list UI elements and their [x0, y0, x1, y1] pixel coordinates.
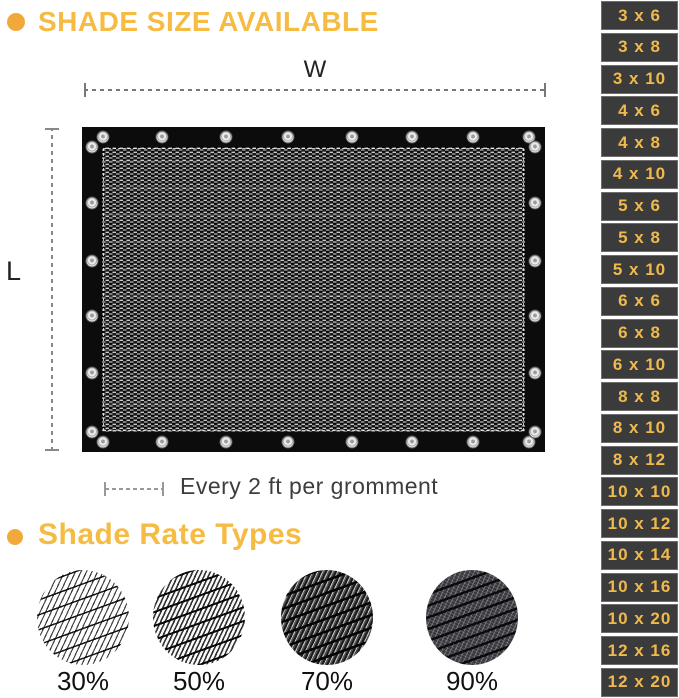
grommet-icon: [86, 197, 99, 210]
size-option: [601, 414, 678, 443]
size-option-label: 4 x 8: [618, 132, 661, 152]
size-option-label: 3 x 8: [618, 37, 661, 57]
size-option-label: 3 x 10: [612, 69, 667, 88]
grommet-icon: [282, 131, 295, 144]
size-option: [601, 477, 678, 506]
grommet-icon: [345, 436, 358, 449]
size-option-label: 10 x 12: [607, 513, 672, 533]
grommet-icon: [86, 141, 99, 154]
grommet-icon: [86, 310, 99, 323]
grommet-icon: [406, 131, 419, 144]
grommet-icon: [529, 367, 542, 380]
length-tick-top: [45, 128, 59, 130]
size-option: [601, 573, 678, 602]
shade-size-title: SHADE SIZE AVAILABLE: [38, 6, 379, 37]
size-option-label: 8 x 12: [612, 450, 667, 469]
size-option: [601, 350, 678, 379]
size-option-label: 4 x 10: [612, 164, 667, 184]
width-dimension-line: [84, 89, 546, 91]
size-option: [601, 96, 678, 125]
size-option-label: 5 x 10: [612, 259, 667, 279]
grommet-icon: [466, 131, 479, 144]
grommet-icon: [529, 254, 542, 267]
shade-rate-swatch-70: [281, 570, 373, 665]
size-option-label: 3 x 6: [618, 5, 661, 25]
size-option-label: 6 x 8: [618, 323, 661, 342]
grommet-icon: [219, 131, 232, 144]
grommet-icon: [86, 254, 99, 267]
grommet-icon: [219, 436, 232, 449]
shade-rate-label: 90%: [445, 666, 499, 696]
grommet-icon: [282, 436, 295, 449]
shade-net-diagram: [82, 127, 545, 452]
bracket-tick-left: [104, 482, 106, 496]
length-label: L: [6, 256, 22, 286]
shade-rate-swatch-90: [426, 570, 518, 665]
grommet-icon: [96, 436, 109, 449]
size-option: [601, 65, 678, 94]
shade-rate-title: Shade Rate Types: [38, 518, 303, 551]
width-label: W: [303, 56, 327, 83]
size-option: [601, 192, 678, 221]
size-option-label: 8 x 10: [612, 418, 667, 438]
size-option: [601, 1, 678, 30]
shade-rate-swatch-50: [153, 570, 245, 665]
size-option: [601, 636, 678, 665]
grommet-spacing-bracket: [105, 488, 163, 490]
size-option-label: 10 x 20: [607, 608, 672, 628]
size-option: [601, 223, 678, 252]
size-option: [601, 128, 678, 157]
grommet-icon: [529, 197, 542, 210]
bracket-tick-right: [162, 482, 164, 496]
size-option: [601, 668, 678, 697]
grommet-icon: [156, 436, 169, 449]
size-option: [601, 541, 678, 570]
size-option-label: 12 x 20: [607, 672, 672, 692]
shade-rate-swatch-30: [37, 570, 129, 665]
grommet-icon: [529, 141, 542, 154]
size-option-label: 6 x 6: [618, 291, 661, 311]
grommet-icon: [86, 425, 99, 438]
size-option-label: 5 x 6: [618, 196, 661, 215]
length-tick-bottom: [45, 449, 59, 451]
grommet-icon: [406, 436, 419, 449]
size-option: [601, 382, 678, 411]
grommet-icon: [86, 367, 99, 380]
size-option: [601, 33, 678, 62]
bullet-icon: [7, 13, 25, 31]
size-option-label: 10 x 14: [607, 545, 672, 565]
size-option: [601, 319, 678, 348]
grommet-icon: [156, 131, 169, 144]
size-option-label: 8 x 8: [618, 386, 661, 406]
shade-rate-label: 30%: [56, 666, 110, 696]
grommet-icon: [96, 131, 109, 144]
size-option: [601, 604, 678, 633]
grommet-icon: [529, 310, 542, 323]
width-tick-left: [84, 83, 86, 97]
size-option: [601, 287, 678, 316]
mesh-fabric: [102, 147, 525, 432]
size-option-label: 6 x 10: [612, 354, 667, 374]
width-tick-right: [544, 83, 546, 97]
grommet-icon: [529, 425, 542, 438]
size-option-label: 5 x 8: [618, 227, 661, 247]
grommet-icon: [345, 131, 358, 144]
size-option: [601, 255, 678, 284]
size-option-label: 4 x 6: [618, 100, 661, 120]
shade-rate-label: 70%: [300, 666, 354, 696]
grommet-icon: [466, 436, 479, 449]
bullet-icon: [7, 529, 23, 545]
size-option: [601, 160, 678, 189]
size-option-label: 10 x 16: [607, 577, 672, 596]
length-dimension-line: [51, 129, 53, 451]
grommet-note: Every 2 ft per gromment: [180, 473, 439, 499]
shade-rate-label: 50%: [172, 666, 226, 696]
size-list: [601, 1, 678, 697]
size-option: [601, 509, 678, 538]
size-option-label: 10 x 10: [607, 481, 672, 501]
size-option: [601, 446, 678, 475]
size-option-label: 12 x 16: [607, 640, 672, 660]
